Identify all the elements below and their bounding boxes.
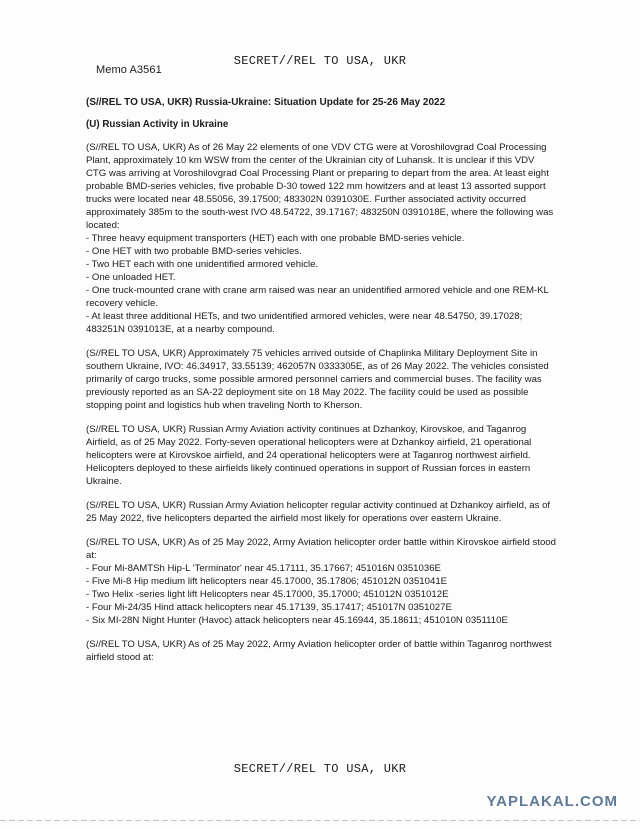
- memo-id: Memo A3561: [96, 64, 162, 76]
- list-item: - Two HET each with one unidentified armored vehicle.: [86, 259, 319, 270]
- list-item: - Four Mi-24/35 Hind attack helicopters near 45.17139, 35.17417; 451017N 0351027E: [86, 602, 452, 613]
- paragraph-text: (S//REL TO USA, UKR) As of 25 May 2022, Army Aviation helicopter order battle within Kirovskoe airfield stood at:: [86, 537, 556, 561]
- list-item: - One HET with two probable BMD-series vehicles.: [86, 246, 302, 257]
- paragraph: [86, 536, 556, 627]
- document-title: (S//REL TO USA, UKR) Russia-Ukraine: Situation Update for 25-26 May 2022: [86, 97, 446, 108]
- list-item: - Six MI-28N Night Hunter (Havoc) attack helicopters near 45.16944, 35.18611; 451010N 0351110E: [86, 615, 508, 626]
- list-item: - Two Helix -series light lift Helicopters near 45.17000, 35.17000; 451012N 0351012E: [86, 589, 449, 600]
- list-item: - Five Mi-8 Hip medium lift helicopters near 45.17000, 35.17806; 451012N 0351041E: [86, 576, 448, 587]
- paragraph: [86, 423, 556, 488]
- paragraph-text: (S//REL TO USA, UKR) As of 26 May 22 elements of one VDV CTG were at Voroshilovgrad Coal Processing Plant, approximately 10 km WSW from the center of the Ukrainian city of Luhansk. It is unclear if this VDV CTG was arriving at Voroshilovgrad Coal Processing Plant or preparing to depart from the area. At least eight probable BMD-series vehicles, five probable D-30 towed 122 mm howitzers and at least 13 assorted support trucks were located near 48.55056, 39.17500; 483302N 0391030E. Further associated activity occurred approximately 385m to the south-west IVO 48.54722, 39.17167; 483250N 0391018E, where the following was located:: [86, 142, 554, 231]
- list-item: - One truck-mounted crane with crane arm raised was near an unidentified armored vehicle and one REM-KL recovery vehicle.: [86, 285, 549, 309]
- list-item: - Three heavy equipment transporters (HET) each with one probable BMD-series vehicle.: [86, 233, 465, 244]
- paragraph-text: (S//REL TO USA, UKR) As of 25 May 2022, Army Aviation helicopter order of battle within Taganrog northwest airfield stood at:: [86, 639, 552, 663]
- list-item: - Four Mi-8AMTSh Hip-L 'Terminator' near 45.17111, 35.17667; 451016N 0351036E: [86, 563, 441, 574]
- paragraph: [86, 499, 556, 525]
- list-item: - One unloaded HET.: [86, 272, 176, 283]
- classification-footer: SECRET//REL TO USA, UKR: [233, 762, 407, 776]
- paragraph-text: (S//REL TO USA, UKR) Russian Army Aviation activity continues at Dzhankoy, Kirovskoe, and Taganrog Airfield, as of 25 May 2022. Forty-seven operational helicopters were at Dzhankoy airfield, 21 operational helicopters were at Kirovskoe airfield, and 24 operational helicopters were at Taganrog northwest airfield. Helicopters deployed to these airfields likely continued operations in support of Russian forces in eastern Ukraine.: [86, 424, 532, 487]
- paragraph-text: (S//REL TO USA, UKR) Russian Army Aviation helicopter regular activity continued at Dzhankoy airfield, as of 25 May 2022, five helicopters departed the airfield most likely for operations over eastern Ukraine.: [86, 500, 551, 524]
- document-body: [86, 96, 556, 675]
- scan-edge-line: [0, 820, 640, 821]
- paragraph: [86, 141, 556, 336]
- paragraph: [86, 638, 556, 664]
- classification-header: SECRET//REL TO USA, UKR: [233, 54, 407, 68]
- paragraph: [86, 347, 556, 412]
- section-heading: (U) Russian Activity in Ukraine: [86, 119, 229, 130]
- site-watermark: YAPLAKAL.COM: [486, 793, 618, 810]
- list-item: - At least three additional HETs, and two unidentified armored vehicles, were near 48.54750, 39.17028; 483251N 0391013E, at a nearby compound.: [86, 311, 523, 335]
- paragraph-text: (S//REL TO USA, UKR) Approximately 75 vehicles arrived outside of Chaplinka Military Deployment Site in southern Ukraine, IVO: 46.34917, 33.55139; 462057N 0333305E, as of 26 May 2022. The vehicles consisted primarily of cargo trucks, some possible armored personnel carriers and commercial buses. The facility was previously reported as an SA-22 deployment site on 18 May 2022. The facility could be used as possible stopping point and logistics hub when traveling North to Kherson.: [86, 348, 549, 411]
